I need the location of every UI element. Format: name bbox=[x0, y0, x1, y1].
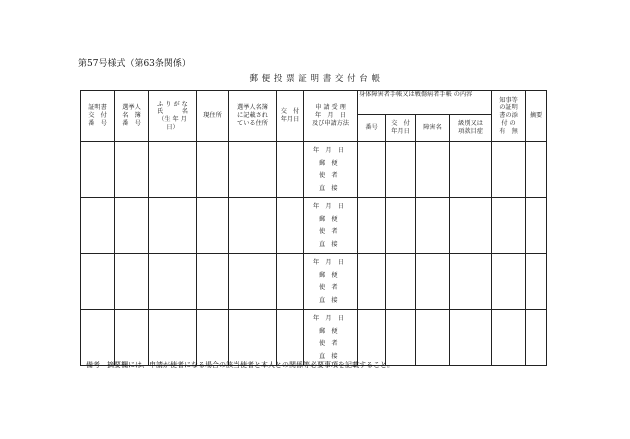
application-proxy: 使 者 bbox=[319, 228, 338, 235]
header-address: 現住所 bbox=[197, 91, 229, 142]
application-date: 年 月 日 bbox=[313, 315, 344, 322]
application-proxy: 使 者 bbox=[319, 284, 338, 291]
ledger-table bbox=[80, 90, 547, 366]
application-cell bbox=[304, 142, 358, 198]
ledger-title: 郵 便 投 票 証 明 書 交 付 台 帳 bbox=[249, 74, 381, 84]
table-row bbox=[81, 198, 547, 254]
header-cert-no: 証明書 交 付 番 号 bbox=[81, 91, 115, 142]
header-remarks: 摘要 bbox=[526, 91, 547, 142]
remarks-note: 備考 摘要欄には、申請が使者になる場合の該当使者と本人との関係等必要事項を記載すること。 bbox=[86, 361, 394, 369]
application-direct: 直 接 bbox=[319, 352, 338, 360]
header-sub-number: 番号 bbox=[358, 115, 386, 142]
application-date: 年 月 日 bbox=[313, 259, 344, 266]
header-elector-no: 選挙人 名 簿 番 号 bbox=[115, 91, 149, 142]
header-sub-grade: 級別又は 項款目症 bbox=[450, 115, 492, 142]
header-issue-date: 交 付 年月日 bbox=[277, 91, 304, 142]
application-cell bbox=[304, 198, 358, 254]
header-registered-address: 選挙人名簿 に記載され ている住所 bbox=[229, 91, 277, 142]
form-number: 第57号様式（第63条関係） bbox=[78, 59, 191, 69]
header-application: 申 請 受 理 年 月 日 及び申請方法 bbox=[304, 91, 358, 142]
application-mail: 郵 便 bbox=[319, 327, 338, 335]
application-mail: 郵 便 bbox=[319, 271, 338, 279]
table-row bbox=[81, 142, 547, 198]
header-name: ふ り が な 氏 名 （生 年 月 日） bbox=[149, 91, 197, 142]
application-cell bbox=[304, 254, 358, 310]
application-date: 年 月 日 bbox=[313, 203, 344, 210]
application-direct: 直 接 bbox=[319, 184, 338, 192]
table-row bbox=[81, 254, 547, 310]
table-row bbox=[81, 310, 547, 366]
application-proxy: 使 者 bbox=[319, 340, 338, 347]
application-date: 年 月 日 bbox=[313, 147, 344, 154]
header-governor-certificate: 知事等 の証明 書の添 付 の 有 無 bbox=[492, 91, 526, 142]
application-direct: 直 接 bbox=[319, 296, 338, 304]
header-sub-issue-date: 交 付 年月日 bbox=[386, 115, 416, 142]
application-proxy: 使 者 bbox=[319, 172, 338, 179]
application-mail: 郵 便 bbox=[319, 159, 338, 167]
application-direct: 直 接 bbox=[319, 240, 338, 248]
header-sub-disability: 障害名 bbox=[416, 115, 450, 142]
application-mail: 郵 便 bbox=[319, 215, 338, 223]
application-cell bbox=[304, 310, 358, 366]
header-disability-group: 身体障害者手帳又は戦傷病者手帳 の内容 bbox=[358, 91, 492, 115]
